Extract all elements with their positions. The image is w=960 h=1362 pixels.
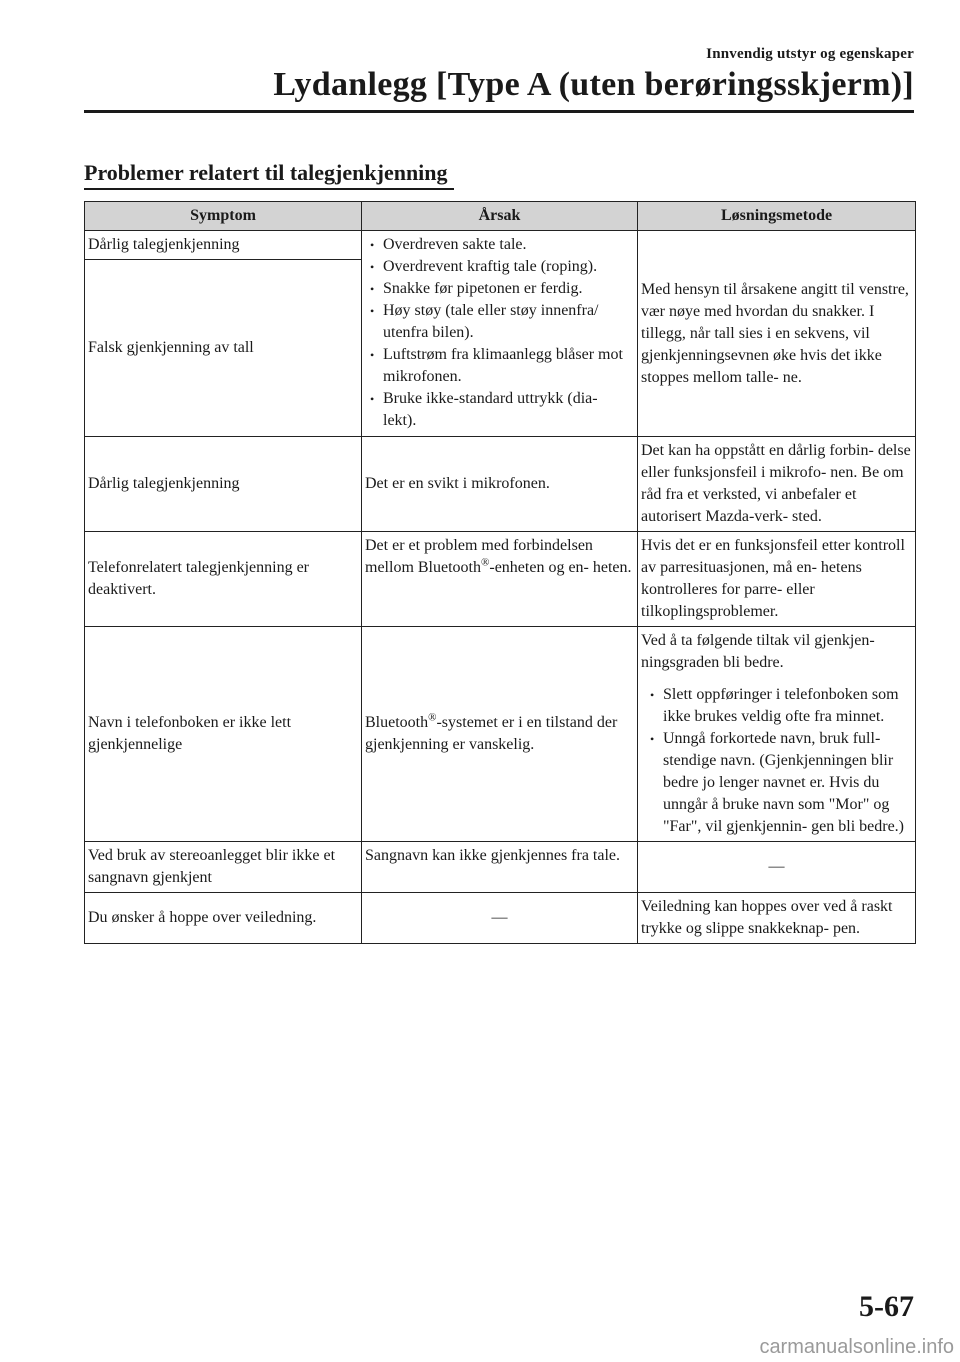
table-row [85,437,916,532]
section-title: Problemer relatert til talegjenkjenning [84,160,448,185]
cause-text-end: -enheten og en- heten. [489,559,632,576]
column-header-symptom: Symptom [85,202,362,231]
cause-text-end: -systemet er i en tilstand der gjenkjenning er vanskelig. [365,714,618,753]
registered-mark: ® [428,711,437,724]
solution-intro: Ved å ta følgende tiltak vil gjenkjen- ningsgraden bli bedre. [641,632,875,671]
section-title-underline [84,188,454,190]
list-item: • Luftstrøm fra klimaanlegg blåser mot mikrofonen. [365,344,634,388]
watermark: carmanualsonline.info [759,1336,954,1358]
cause-cell [362,532,638,627]
symptom-cell: Dårlig talegjenkjenning [85,437,362,532]
cause-text-start: Bluetooth [365,714,429,731]
symptom-cell: Ved bruk av stereoanlegget blir ikke et sangnavn gjenkjent [85,842,362,893]
registered-mark: ® [481,556,490,569]
solution-cell: Hvis det er en funksjonsfeil etter kontroll av parresituasjonen, må en- hetens kontrolleres for parre- eller tilkoplingsproblemer. [638,532,916,627]
cause-text-start: Det er et problem med forbindelsen mellom Bluetooth [365,537,593,576]
table-row [85,627,916,842]
solution-cell: Veiledning kan hoppes over ved å raskt trykke og slippe snakkeknap- pen. [638,893,916,944]
header-divider [84,110,914,113]
symptom-cell: Falsk gjenkjenning av tall [85,260,362,437]
cause-cell: — [362,893,638,944]
column-header-cause: Årsak [362,202,638,231]
chapter-label: Innvendig utstyr og egenskaper [706,46,914,62]
list-item: • Snakke før pipetonen er ferdig. [365,278,634,300]
list-item: • Overdrevent kraftig tale (roping). [365,256,634,278]
list-item: • Bruke ikke-standard uttrykk (dia- lekt). [365,388,634,432]
cause-cell: Det er en svikt i mikrofonen. [362,437,638,532]
symptom-cell: Dårlig talegjenkjenning [85,231,362,260]
cause-cell: Sangnavn kan ikke gjenkjennes fra tale. [362,842,638,893]
cause-list [365,234,634,432]
list-item: • Høy støy (tale eller støy innenfra/ utenfra bilen). [365,300,634,344]
list-item: • Overdreven sakte tale. [365,234,634,256]
symptom-cell: Du ønsker å hoppe over veiledning. [85,893,362,944]
table-row [85,893,916,944]
solution-cell [638,627,916,842]
cause-cell [362,231,638,437]
solution-cell: Med hensyn til årsakene angitt til venstre, vær nøye med hvordan du snakker. I tillegg, når tall sies i en sekvens, vil gjenkjenningsevnen øke hvis det ikke stoppes mellom talle- ne. [638,231,916,437]
cause-cell [362,627,638,842]
solution-cell: — [638,842,916,893]
troubleshooting-table [84,201,916,944]
solution-list [641,684,912,838]
solution-cell: Det kan ha oppstått en dårlig forbin- delse eller funksjonsfeil i mikrofo- nen. Be om råd fra et verksted, vi anbefaler et autorisert Mazda-verk- sted. [638,437,916,532]
table-row [85,842,916,893]
page-title: Lydanlegg [Type A (uten berøringsskjerm)] [273,66,914,103]
symptom-cell: Telefonrelatert talegjenkjenning er deaktivert. [85,532,362,627]
table-row [85,532,916,627]
symptom-cell: Navn i telefonboken er ikke lett gjenkjennelige [85,627,362,842]
table-row [85,231,916,260]
list-item: • Slett oppføringer i telefonboken som ikke brukes veldig ofte fra minnet. [641,684,912,728]
column-header-solution: Løsningsmetode [638,202,916,231]
list-item: • Unngå forkortede navn, bruk full- stendige navn. (Gjenkjenningen blir bedre jo lenger navnet er. Hvis du unngår å bruke navn som "Mor" og "Far", vil gjenkjennin- gen bli bedre.) [641,728,912,838]
page-number: 5-67 [859,1290,914,1323]
table-header-row [85,202,916,231]
